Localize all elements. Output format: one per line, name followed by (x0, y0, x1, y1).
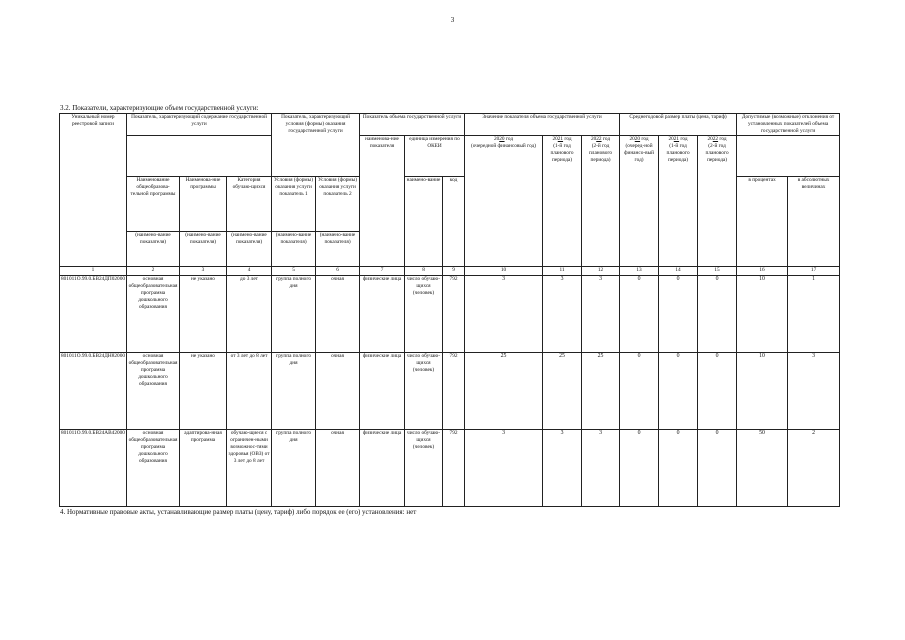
value-year1-header: 2021 год (1-й год планового периода) (543, 136, 582, 267)
deviation-percent-cell: 10 (737, 276, 788, 353)
conditions-group-header: Показатель, характеризующий условия (формы) оказания государственной услуги (272, 114, 360, 177)
condition2-cell: очная (316, 276, 360, 353)
content-group-header: Показатель, характеризующий содержание государственной услуги (127, 114, 272, 136)
name-label-1: (наимено-вание показателя) (127, 232, 180, 267)
program-name-cell: не указано (180, 353, 227, 430)
unit-code-cell: 792 (443, 353, 465, 430)
column-number: 1 (60, 267, 127, 276)
content-name-2: Наименова-ние программы (180, 177, 227, 232)
name-label-2: (наимено-вание показателя) (180, 232, 227, 267)
fee-year2-cell: 0 (698, 276, 737, 353)
column-number: 4 (227, 267, 272, 276)
column-number: 6 (316, 267, 360, 276)
value-year1-cell: 3 (543, 276, 582, 353)
category-cell: от 3 лет до 8 лет (227, 353, 272, 430)
name-label-3: (наимено-вание показателя) (227, 232, 272, 267)
value-year2-cell: 3 (582, 276, 620, 353)
indicator-cell: физические лица (360, 353, 405, 430)
fee-year1-cell: 0 (659, 276, 698, 353)
column-number: 5 (272, 267, 316, 276)
deviation-empty-cell (737, 136, 840, 177)
column-number: 16 (737, 267, 788, 276)
content-empty-cell (127, 136, 272, 177)
fee-year0-cell: 0 (620, 430, 659, 507)
fee-year0-cell: 0 (620, 276, 659, 353)
value-year2-cell: 25 (582, 353, 620, 430)
registry-number: 801011О.99.0.БВ24АВ42000 (60, 430, 127, 507)
column-number: 8 (405, 267, 443, 276)
unit-name-cell: число обучаю-щихся (человек) (405, 276, 443, 353)
deviation-absolute-header: в абсолютных величинах (788, 177, 840, 267)
fee-year2-cell: 0 (698, 353, 737, 430)
category-cell: до 3 лет (227, 276, 272, 353)
unit-header: единица измерения по ОКЕИ (405, 136, 465, 177)
value-year0-header: 2020 год (очередной финансовый год) (465, 136, 543, 267)
volume-group-header: Показатель объема государственной услуги (360, 114, 465, 136)
volume-indicators-table (59, 113, 840, 507)
condition-name-1: Условия (формы) оказания услуги показатель 1 (272, 177, 316, 232)
deviation-group-header: Допустимые (возможные) отклонения от установленных показателей объема государственной услуги (737, 114, 840, 136)
name-label-5: (наимено-вание показателя) (316, 232, 360, 267)
unit-name-header: наимено-вание (405, 177, 443, 267)
category-cell: обучаю-щиеся с ограничен-ными возможнос-тями здоровья (ОВЗ) от 3 лет до 8 лет (227, 430, 272, 507)
column-number: 10 (465, 267, 543, 276)
fee-year1-header: 2021 год (1-й год планового периода) (659, 136, 698, 267)
column-number: 14 (659, 267, 698, 276)
deviation-percent-header: в процентах (737, 177, 788, 267)
column-number: 3 (180, 267, 227, 276)
deviation-absolute-cell: 2 (788, 430, 840, 507)
unit-name-cell: число обучаю-щихся (человек) (405, 353, 443, 430)
condition2-cell: очная (316, 430, 360, 507)
unit-code-header: код (443, 177, 465, 267)
fee-year2-cell: 0 (698, 430, 737, 507)
registry-number: 801011О.99.0.БВ24ДП02000 (60, 276, 127, 353)
indicator-cell: физические лица (360, 430, 405, 507)
content-name-3: Категория обучаю-щихся (227, 177, 272, 232)
fee-year1-cell: 0 (659, 430, 698, 507)
column-number: 7 (360, 267, 405, 276)
column-number: 17 (788, 267, 840, 276)
condition2-cell: очная (316, 353, 360, 430)
value-year2-cell: 3 (582, 430, 620, 507)
fee-year0-cell: 0 (620, 353, 659, 430)
deviation-absolute-cell: 1 (788, 276, 840, 353)
value-year1-cell: 25 (543, 353, 582, 430)
condition1-cell: группа полного дня (272, 353, 316, 430)
unique-number-header: Уникальный номер реестровой записи (60, 114, 127, 267)
value-year0-cell: 3 (465, 276, 543, 353)
value-group-header: Значение показателя объема государственной услуги (465, 114, 620, 136)
column-number: 15 (698, 267, 737, 276)
deviation-absolute-cell: 3 (788, 353, 840, 430)
table-row (60, 430, 840, 507)
condition-name-2: Условия (формы) оказания услуги показатель 2 (316, 177, 360, 232)
program-cell: основная общеобразовательная программа дошкольного образования (127, 276, 180, 353)
fee-year2-header: 2022 год (2-й год планового периода) (698, 136, 737, 267)
fee-group-header: Среднегодовой размер платы (цена, тариф) (620, 114, 737, 136)
column-number: 13 (620, 267, 659, 276)
condition1-cell: группа полного дня (272, 276, 316, 353)
normative-acts-note: 4. Нормативные правовые акты, устанавливающие размер платы (цену, тариф) либо порядок ее (его) установления: нет (60, 508, 417, 516)
fee-year1-cell: 0 (659, 353, 698, 430)
fee-year0-header: 2020 год (очеред-ной финансо-вый год) (620, 136, 659, 267)
column-number: 12 (582, 267, 620, 276)
header-row-2 (60, 136, 840, 177)
table-row (60, 353, 840, 430)
unit-code-cell: 792 (443, 276, 465, 353)
value-year0-cell: 25 (465, 353, 543, 430)
name-label-4: (наимено-вание показателя) (272, 232, 316, 267)
value-year1-cell: 3 (543, 430, 582, 507)
program-cell: основная общеобразовательная программа дошкольного образования (127, 430, 180, 507)
header-row-1 (60, 114, 840, 136)
section-title: 3.2. Показатели, характеризующие объем государственной услуги: (60, 104, 259, 112)
indicator-name-header: наименова-ние показателя (360, 136, 405, 267)
registry-number: 801011О.99.0.БВ24ДН82000 (60, 353, 127, 430)
value-year2-header: 2022 год (2-й год планового периода) (582, 136, 620, 267)
table-row (60, 276, 840, 353)
column-numbers-row (60, 267, 840, 276)
deviation-percent-cell: 10 (737, 353, 788, 430)
program-cell: основная общеобразовательная программа дошкольного образования (127, 353, 180, 430)
content-name-1: Наименование общеобразова-тельной программы (127, 177, 180, 232)
indicator-cell: физические лица (360, 276, 405, 353)
condition1-cell: группа полного дня (272, 430, 316, 507)
unit-name-cell: число обучаю-щихся (человек) (405, 430, 443, 507)
deviation-percent-cell: 50 (737, 430, 788, 507)
program-name-cell: адаптирова-нная программа (180, 430, 227, 507)
program-name-cell: не указано (180, 276, 227, 353)
page-number: 3 (450, 16, 455, 24)
value-year0-cell: 3 (465, 430, 543, 507)
column-number: 9 (443, 267, 465, 276)
column-number: 11 (543, 267, 582, 276)
column-number: 2 (127, 267, 180, 276)
unit-code-cell: 792 (443, 430, 465, 507)
